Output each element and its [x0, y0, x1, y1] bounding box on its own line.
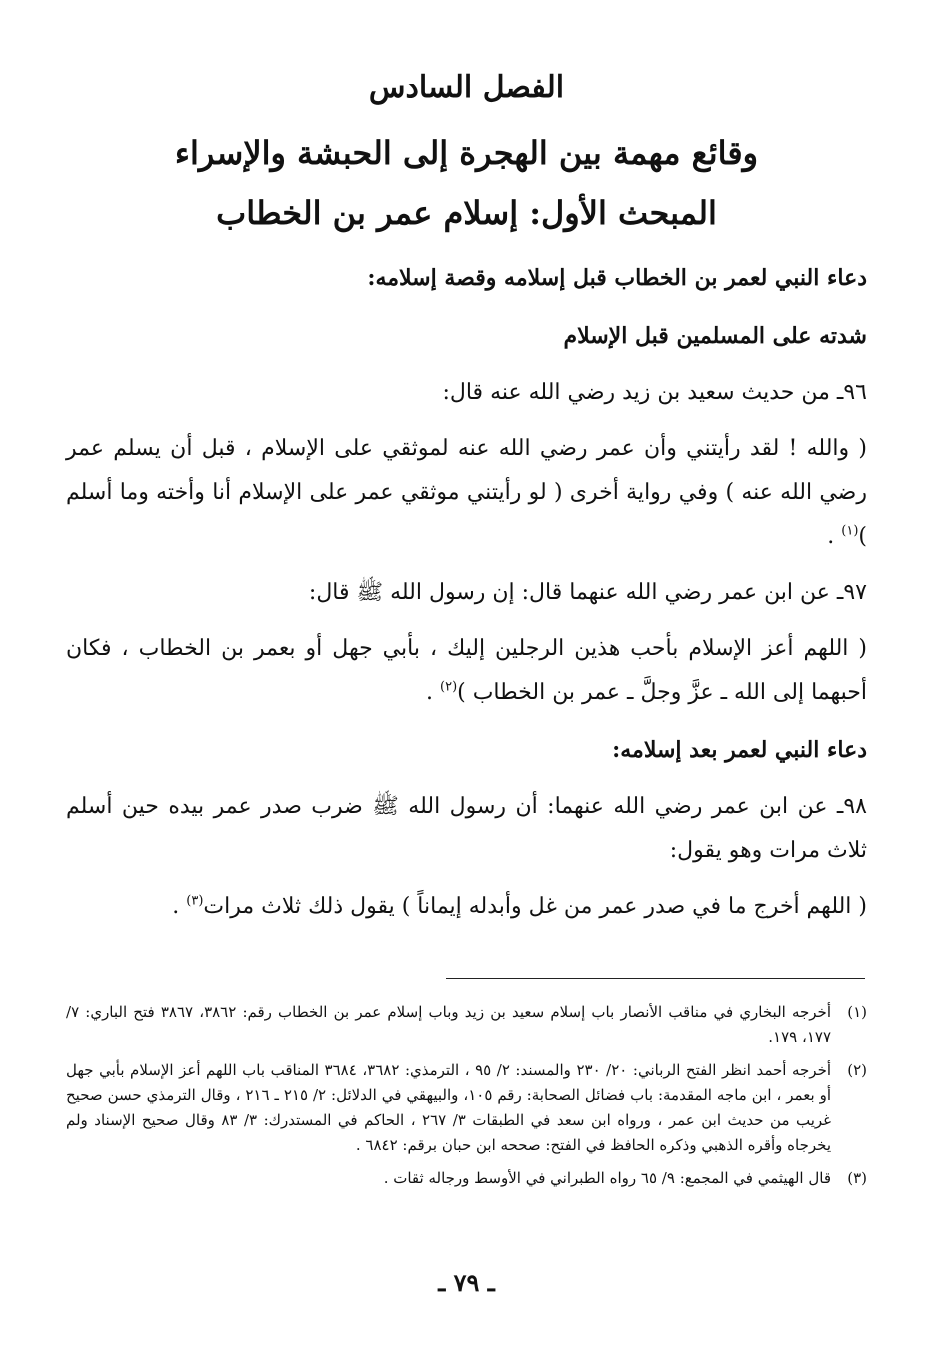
- hadith-97-quote: ( اللهم أعز الإسلام بأحب هذين الرجلين إليك ، بأبي جهل أو بعمر بن الخطاب ، فكان أحبهما إلى الله ـ عزَّ وجلَّ ـ عمر بن الخطاب ): [66, 636, 867, 705]
- footnote-number: (١): [847, 1003, 867, 1021]
- footnote-item: [66, 1166, 867, 1191]
- footnote-item: [66, 1000, 867, 1050]
- footnote-text: قال الهيثمي في المجمع: ٩/ ٦٥ رواه الطبراني في الأوسط ورجاله ثقات .: [383, 1169, 831, 1187]
- footnote-text: أخرجه أحمد انظر الفتح الرباني: ٢٠/ ٢٣٠ والمسند: ٢/ ٩٥ ، الترمذي: ٣٦٨٢، ٣٦٨٤ المناقب باب اللهم أعز الإسلام بأبي جهل أو بعمر ، ابن ماجه المقدمة: باب فضائل الصحابة: رقم ١٠٥، والبيهقي في الدلائل: ٢/ ٢١٥ ـ ٢١٦ ، وقال الترمذي حسن صحيح غريب من حديث ابن عمر ، ورواه ابن سعد في الطبقات ٣/ ٢٦٧ ، الحاكم في المستدرك: ٣/ ٨٣ وقال صحيح الإسناد ولم يخرجاه وأقره الذهبي وذكره الحافظ في الفتح: صححه ابن حبان برقم: ٦٨٤٢ .: [66, 1061, 832, 1154]
- page-number: ـ ٧٩ ـ: [438, 1268, 495, 1297]
- footnote-number: (٣): [847, 1169, 867, 1187]
- footnote-text: أخرجه البخاري في مناقب الأنصار باب إسلام سعيد بن زيد وباب إسلام عمر بن الخطاب رقم: ٣٨٦٢، ٣٨٦٧ فتح الباري: ٧/ ١٧٧، ١٧٩.: [66, 1003, 831, 1046]
- hadith-98-quote: ( اللهم أخرج ما في صدر عمر من غل وأبدله إيماناً ) يقول ذلك ثلاث مرات: [203, 894, 867, 919]
- hadith-96-quote: ( والله ! لقد رأيتني وأن عمر رضي الله عنه لموثقي على الإسلام ، قبل أن يسلم عمر رضي الله عنه ) وفي رواية أخرى ( لو رأيتني موثقي عمر على الإسلام أنا وأخته وما أسلم ): [66, 436, 867, 549]
- footnote-ref-1[interactable]: (١): [841, 523, 859, 539]
- section-heading: المبحث الأول: إسلام عمر بن الخطاب: [216, 194, 717, 232]
- footnotes: [66, 1000, 867, 1199]
- hadith-97-text: ( اللهم أعز الإسلام بأحب هذين الرجلين إليك ، بأبي جهل أو بعمر بن الخطاب ، فكان أحبهما إلى الله ـ عزَّ وجلَّ ـ عمر بن الخطاب )$^{(٢)}$ .: [66, 636, 867, 705]
- hadith-96-intro: ٩٦ـ من حديث سعيد بن زيد رضي الله عنه قال:: [442, 380, 867, 405]
- hadith-98-text: ( اللهم أخرج ما في صدر عمر من غل وأبدله إيماناً ) يقول ذلك ثلاث مرات$^{(٣)}$ .: [172, 893, 867, 919]
- hadith-98-intro: ٩٨ـ عن ابن عمر رضي الله عنهما: أن رسول الله ﷺ ضرب صدر عمر بيده حين أسلم ثلاث مرات وهو يقول:: [66, 794, 867, 863]
- footnote-item: [66, 1058, 867, 1158]
- subheading-harshness: شدته على المسلمين قبل الإسلام: [563, 323, 867, 349]
- footnote-ref-3[interactable]: (٣): [186, 893, 204, 909]
- footnote-ref-2[interactable]: (٢): [440, 679, 458, 695]
- subheading-dua-after-islam: دعاء النبي لعمر بعد إسلامه:: [612, 737, 867, 763]
- footnote-divider: [446, 978, 865, 979]
- main-text: [66, 255, 867, 941]
- chapter-heading: الفصل السادس: [368, 70, 565, 105]
- subheading-dua-before-islam: دعاء النبي لعمر بن الخطاب قبل إسلامه وقصة إسلامه:: [367, 265, 867, 291]
- chapter-title: وقائع مهمة بين الهجرة إلى الحبشة والإسراء: [174, 134, 759, 172]
- footnote-number: (٢): [847, 1061, 867, 1079]
- hadith-97-intro: ٩٧ـ عن ابن عمر رضي الله عنهما قال: إن رسول الله ﷺ قال:: [308, 580, 867, 605]
- hadith-96-text: ( والله ! لقد رأيتني وأن عمر رضي الله عنه لموثقي على الإسلام ، قبل أن يسلم عمر رضي الله عنه ) وفي رواية أخرى ( لو رأيتني موثقي عمر على الإسلام أنا وأخته وما أسلم )$^{(١)}$ .: [66, 436, 867, 549]
